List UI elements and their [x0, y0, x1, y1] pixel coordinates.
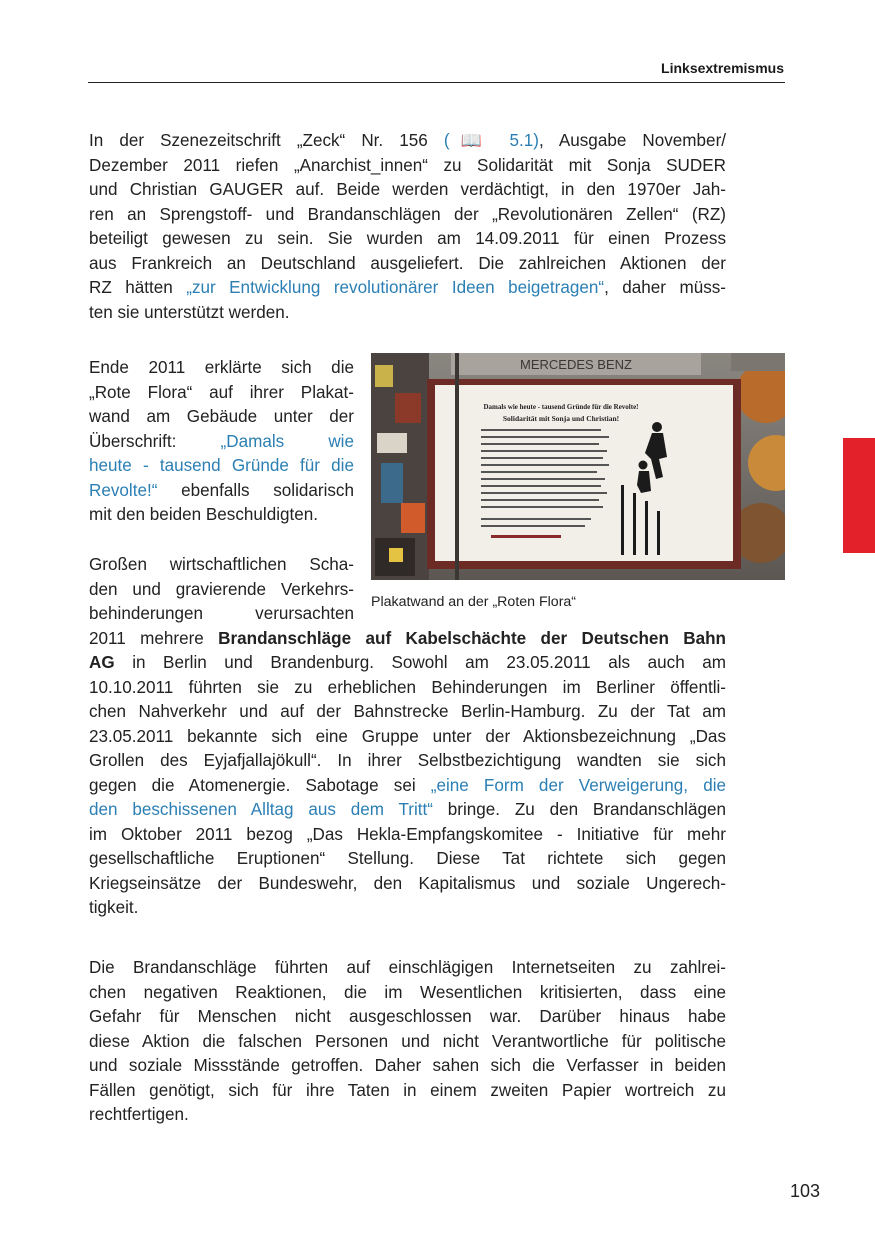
text-line: Ende 2011 erklärte sich die [89, 358, 354, 377]
text-line: aus Frankreich an Deutschland ausgeliefert. Die zahlreichen Aktionen der [89, 253, 726, 273]
text-line: und Christian GAUGER auf. Beide werden verdächtigt, in den 1970er Jah- [89, 180, 726, 199]
quote-rz: „zur Entwicklung revolutionärer Ideen beigetragen“ [186, 278, 605, 297]
book-reference[interactable]: (📖 5.1) [443, 131, 539, 150]
text-line: im Oktober 2011 bezog „Das Hekla-Empfangskomitee - Initiative für mehr [89, 824, 726, 844]
bold-emphasis: Brandanschläge auf Kabelschächte der Deutschen Bahn [218, 628, 726, 648]
poster-subtitle: Solidarität mit Sonja und Christian! [502, 414, 620, 423]
text-line: chen negativen Reaktionen, die im Wesentlichen kritisierten, dass eine [89, 982, 726, 1002]
text-line: gegen die Atomenergie. Sabotage sei „eine Form der Verweigerung, die [89, 775, 726, 795]
text-line: gesellschaftliche Eruptionen“ Stellung. Diese Tat richtete sich gegen [89, 849, 726, 868]
poster-title: Damals wie heute - tausend Gründe für die Revolte! [483, 403, 639, 411]
header-rule [88, 82, 785, 83]
text-line: den und gravierende Verkehrs- [89, 579, 354, 599]
text-line: Großen wirtschaftlichen Scha- [89, 555, 354, 574]
text-line: In der Szenezeitschrift „Zeck“ Nr. 156 (📖 5.1), Ausgabe November/ [89, 131, 726, 150]
text-line: ren an Sprengstoff- und Brandanschlägen der „Revolutionären Zellen“ (RZ) [89, 204, 726, 224]
text-line: „Rote Flora“ auf ihrer Plakat- [89, 382, 354, 402]
text-line: behinderungen verursachten [89, 604, 354, 623]
text-line: 10.10.2011 führten sie zu erheblichen Behinderungen im Berliner öffentli- [89, 677, 726, 697]
text-line: Fällen genötigt, sich für ihre Taten in einem zweiten Papier wortreich zu [89, 1080, 726, 1100]
text-line: diese Aktion die falschen Personen und nicht Verantwortliche für politische [89, 1031, 726, 1051]
text-line: heute - tausend Gründe für die [89, 456, 354, 475]
text-line: RZ hätten „zur Entwicklung revolutionärer Ideen beigetragen“, daher müss- [89, 278, 726, 297]
text-line: Kriegseinsätze der Bundeswehr, den Kapitalismus und soziale Ungerech- [89, 873, 726, 893]
billboard-illustration [371, 353, 785, 580]
text-line: rechtfertigen. [89, 1105, 189, 1124]
paragraph-reaktionen [89, 956, 726, 1128]
text-line: Gefahr für Menschen nicht ausgeschlossen war. Darüber hinaus habe [89, 1007, 726, 1026]
text-line: den beschissenen Alltag aus dem Tritt“ bringe. Zu den Brandanschlägen [89, 800, 726, 819]
book-icon: 📖 5.1) [449, 131, 539, 150]
text-line: Dezember 2011 riefen „Anarchist_innen“ zu Solidarität mit Sonja SUDER [89, 155, 726, 175]
text-line: AG in Berlin und Brandenburg. Sowohl am 23.05.2011 als auch am [89, 653, 726, 672]
photo-rote-flora-billboard [371, 353, 785, 580]
running-header-title: Linksextremismus [661, 60, 784, 76]
text-line: Grollen des Eyjafjallajökull“. In ihrer Selbstbezichtigung wandten sie sich [89, 751, 726, 770]
text-line: Revolte!“ ebenfalls solidarisch [89, 480, 354, 500]
paragraph-brandanschlaege [89, 553, 726, 921]
text-line: wand am Gebäude unter der [89, 407, 354, 426]
quote-sabotage: „eine Form der Verweigerung, die [430, 775, 726, 795]
banner-text: MERCEDES BENZ [520, 357, 632, 372]
quote-damals: „Damals wie [220, 431, 354, 451]
text-line: tigkeit. [89, 898, 139, 917]
chapter-tab [843, 438, 875, 553]
text-line: beteiligt gewesen zu sein. Sie wurden am 14.09.2011 für einen Prozess [89, 229, 726, 248]
text-line: chen Nahverkehr und auf der Bahnstrecke Berlin-Hamburg. Zu der Tat am [89, 702, 726, 721]
photo-caption: Plakatwand an der „Roten Flora“ [371, 594, 577, 610]
text-line: Die Brandanschläge führten auf einschlägigen Internetseiten zu zahlrei- [89, 958, 726, 977]
text-line: 23.05.2011 bekannte sich eine Gruppe unter der Aktionsbezeichnung „Das [89, 726, 726, 746]
text-line: Überschrift: „Damals wie [89, 431, 354, 451]
text-line: ten sie unterstützt werden. [89, 302, 290, 322]
paragraph-rote-flora [89, 356, 354, 528]
text-line: 2011 mehrere Brandanschläge auf Kabelschächte der Deutschen Bahn [89, 628, 726, 648]
paragraph-zeck [89, 129, 726, 325]
text-line: und soziale Missstände getroffen. Daher sahen sich die Verfasser in beiden [89, 1056, 726, 1075]
text-line: mit den beiden Beschuldigten. [89, 505, 319, 524]
page-number: 103 [789, 1181, 820, 1201]
